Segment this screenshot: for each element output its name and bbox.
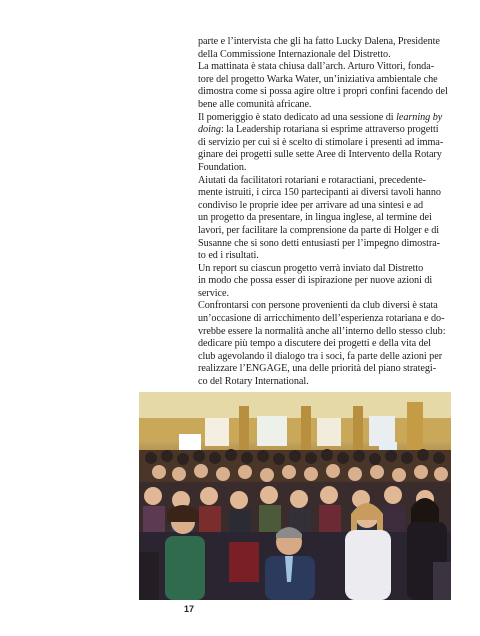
photo-illustration <box>139 392 451 600</box>
paragraph-3-end: : la Leadership rotariana si esprime attraverso progetti di servizio per cui si è scelto di stimolare i presenti ad imma- ginare dei progetti sulle sette Aree di Intervento della Rotary Foundation. <box>198 124 444 173</box>
paragraph-3-start: Il pomeriggio è stato dedicato ad una sessione di <box>198 111 397 123</box>
paragraph-6: Confrontarsi con persone provenienti da club diversi è stata un’occasione di arricchimento dell’esperienza rotariana e do- vrebbe essere la normalità anche all’interno dello stesso club: dedicare più tempo a discutere dei progetti e della vita del club agevolando il dialogo tra i soci, fa parte delle azioni per realizzare l’ENGAGE, una delle priorità del piano strategi- co del Rotary International. <box>198 300 446 388</box>
conference-audience-photo <box>139 392 451 600</box>
paragraph-3 <box>198 112 452 175</box>
paragraph-2: La mattinata è stata chiusa dall’arch. Arturo Vittori, fonda- tore del progetto Warka Water, un’iniziativa ambientale che dimostra come si possa agire oltre i propri confini facendo del bene alle comunità africane. <box>198 61 448 110</box>
paragraph-1: parte e l’intervista che gli ha fatto Lucky Dalena, Presidente della Commissione Internazionale del Distretto. <box>198 36 440 60</box>
article-text-column <box>198 36 452 389</box>
paragraph-4: Aiutati da facilitatori rotariani e rotaractiani, precedente- mente istruiti, i circa 150 partecipanti ai diversi tavoli hanno condiviso le proprie idee per arrivare ad una sintesi e ad un progetto da presentare, in lingua inglese, al termine dei lavori, per facilitare la comprensione da parte di Holger e di Susanne che si sono detti entusiasti per l’impegno dimostra- to ed i risultati. <box>198 174 441 262</box>
page-number: 17 <box>184 604 195 614</box>
paragraph-3-italic: learning by doing <box>198 111 443 136</box>
paragraph-5: Un report su ciascun progetto verrà inviato dal Distretto in modo che possa esser di ispirazione per nuove azioni di service. <box>198 262 433 299</box>
